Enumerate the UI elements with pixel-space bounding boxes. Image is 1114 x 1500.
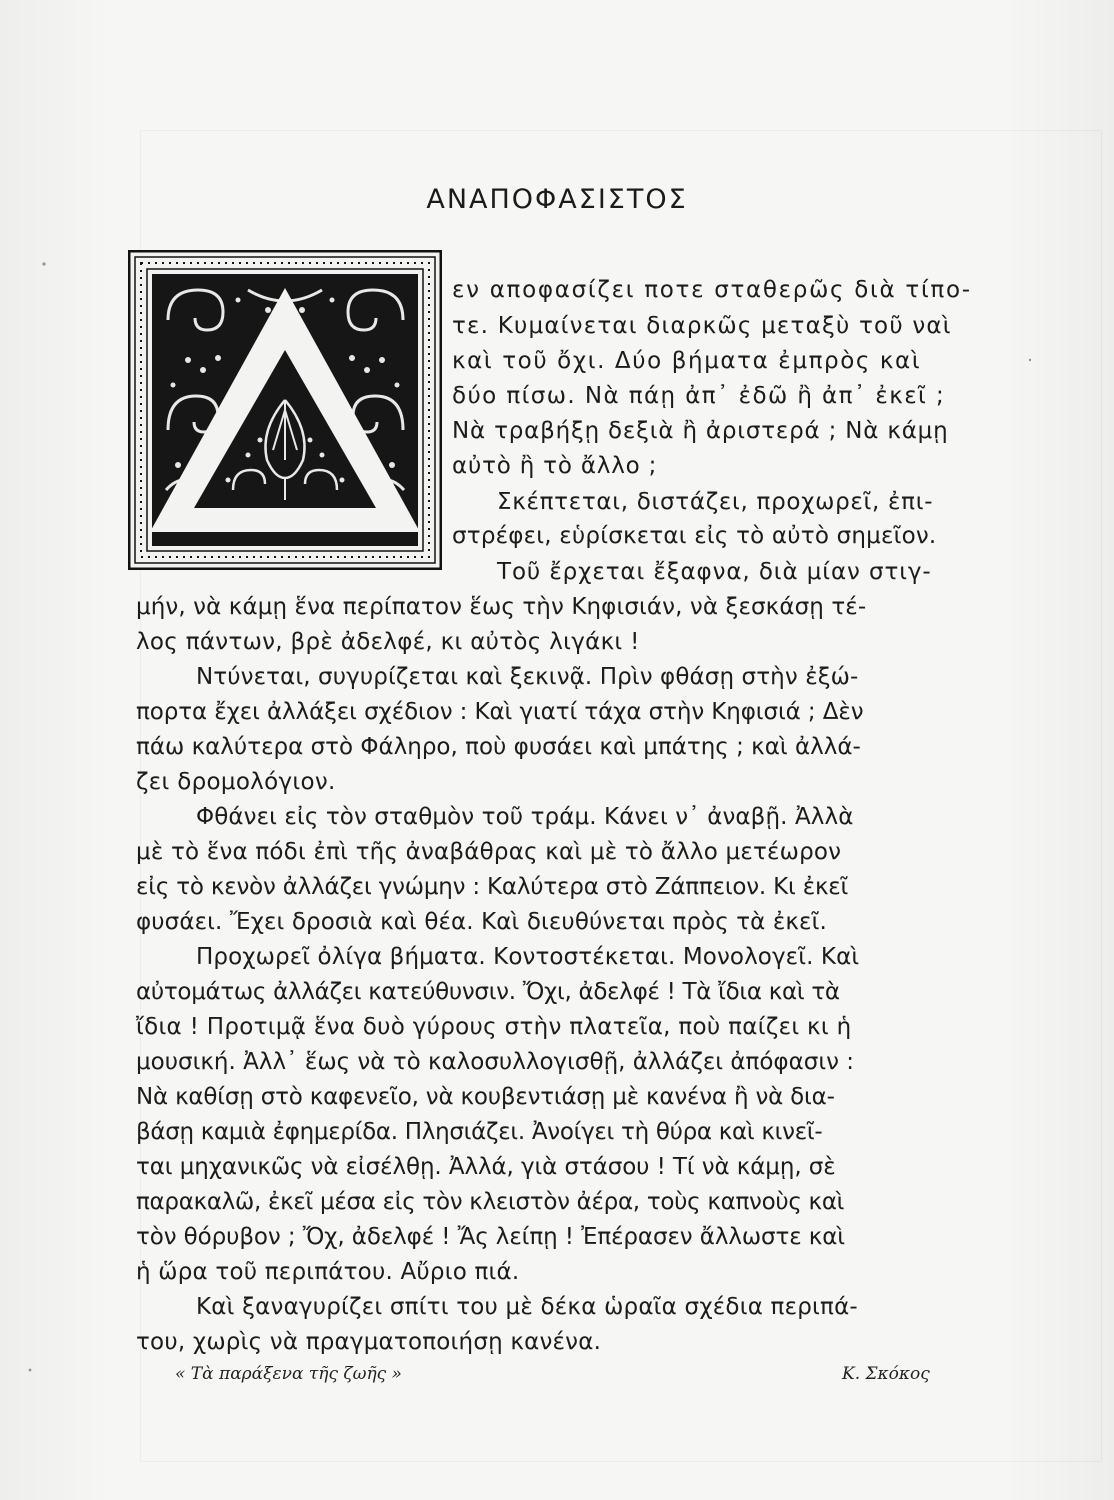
text-line: Προχωρεῖ ὀλίγα βήματα. Κοντοστέκεται. Μονολογεῖ. Καὶ bbox=[196, 944, 860, 970]
source-citation: « Τὰ παράξενα τῆς ζωῆς » bbox=[175, 1364, 402, 1384]
text-line: πάω καλύτερα στὸ Φάληρο, ποὺ φυσάει καὶ μπάτης ; καὶ ἀλλά- bbox=[136, 734, 861, 760]
text-line: αὐτὸ ἢ τὸ ἄλλο ; bbox=[452, 453, 658, 479]
page-title: ΑΝΑΠΟΦΑΣΙΣΤΟΣ bbox=[426, 184, 688, 215]
text-line: βάσῃ καμιὰ ἐφημερίδα. Πλησιάζει. Ἀνοίγει τὴ θύρα καὶ κινεῖ- bbox=[136, 1119, 823, 1145]
text-line: Τοῦ ἔρχεται ἔξαφνα, διὰ μίαν στιγ- bbox=[497, 559, 932, 585]
text-line: καὶ τοῦ ὄχι. Δύο βήματα ἐμπρὸς καὶ bbox=[452, 348, 922, 374]
text-line: Νὰ τραβήξῃ δεξιὰ ἢ ἀριστερά ; Νὰ κάμῃ bbox=[452, 418, 949, 444]
text-line: ἡ ὥρα τοῦ περιπάτου. Αὔριο πιά. bbox=[136, 1259, 520, 1285]
text-line: τὸν θόρυβον ; Ὄχ, ἀδελφέ ! Ἄς λείπῃ ! Ἐπέρασεν ἄλλωστε καὶ bbox=[136, 1224, 845, 1250]
text-line: Καὶ ξαναγυρίζει σπίτι του μὲ δέκα ὡραῖα σχέδια περιπά- bbox=[196, 1294, 858, 1320]
text-line: πορτα ἔχει ἀλλάξει σχέδιον : Καὶ γιατί τάχα στὴν Κηφισιά ; Δὲν bbox=[136, 699, 864, 725]
text-line: Ντύνεται, συγυρίζεται καὶ ξεκινᾷ. Πρὶν φθάσῃ στὴν ἐξώ- bbox=[196, 664, 859, 690]
text-line: τε. Κυμαίνεται διαρκῶς μεταξὺ τοῦ ναὶ bbox=[452, 313, 952, 339]
text-line: Νὰ καθίσῃ στὸ καφενεῖο, νὰ κουβεντιάσῃ μὲ κανένα ἢ νὰ δια- bbox=[136, 1084, 835, 1110]
text-line: φυσάει. Ἔχει δροσιὰ καὶ θέα. Καὶ διευθύνεται πρὸς τὰ ἐκεῖ. bbox=[136, 909, 827, 935]
text-line: μὲ τὸ ἕνα πόδι ἐπὶ τῆς ἀναβάθρας καὶ μὲ τὸ ἄλλο μετέωρον bbox=[136, 839, 842, 865]
text-line: εἰς τὸ κενὸν ἀλλάζει γνώμην : Καλύτερα στὸ Ζάππειον. Κι ἐκεῖ bbox=[136, 874, 849, 900]
text-line: Φθάνει εἰς τὸν σταθμὸν τοῦ τράμ. Κάνει ν᾽ ἀναβῇ. Ἀλλὰ bbox=[196, 804, 854, 830]
text-line: στρέφει, εὑρίσκεται εἰς τὸ αὐτὸ σημεῖον. bbox=[452, 523, 937, 549]
text-line: παρακαλῶ, ἐκεῖ μέσα εἰς τὸν κλειστὸν ἀέρα, τοὺς καπνοὺς καὶ bbox=[136, 1189, 845, 1215]
text-line: εν αποφασίζει ποτε σταθερῶς διὰ τίπο- bbox=[452, 277, 972, 303]
text-line: ζει δρομολόγιον. bbox=[136, 769, 336, 795]
text-line: δύο πίσω. Νὰ πάῃ ἀπ᾽ ἐδῶ ἢ ἀπ᾽ ἐκεῖ ; bbox=[452, 383, 946, 409]
text-line: του, χωρὶς νὰ πραγματοποιήσῃ κανένα. bbox=[136, 1329, 602, 1355]
text-line: ται μηχανικῶς νὰ εἰσέλθῃ. Ἀλλά, γιὰ στάσου ! Τί νὰ κάμῃ, σὲ bbox=[136, 1154, 836, 1180]
decorated-initial-delta bbox=[128, 250, 442, 570]
text-line: μουσική. Ἀλλ᾽ ἕως νὰ τὸ καλοσυλλογισθῇ, ἀλλάζει ἀπόφασιν : bbox=[136, 1049, 855, 1075]
text-line: λος πάντων, βρὲ ἀδελφέ, κι αὐτὸς λιγάκι ! bbox=[136, 629, 640, 655]
text-line: αὐτομάτως ἀλλάζει κατεύθυνσιν. Ὄχι, ἀδελφέ ! Τὰ ἴδια καὶ τὰ bbox=[136, 979, 840, 1005]
author-name: Κ. Σκόκος bbox=[842, 1364, 930, 1384]
text-line: μήν, νὰ κάμῃ ἕνα περίπατον ἕως τὴν Κηφισιάν, νὰ ξεσκάσῃ τέ- bbox=[136, 594, 867, 620]
text-line: Σκέπτεται, διστάζει, προχωρεῖ, ἐπι- bbox=[497, 489, 934, 515]
text-line: ἴδια ! Προτιμᾷ ἕνα δυὸ γύρους στὴν πλατεῖα, ποὺ παίζει κι ἡ bbox=[136, 1014, 852, 1040]
